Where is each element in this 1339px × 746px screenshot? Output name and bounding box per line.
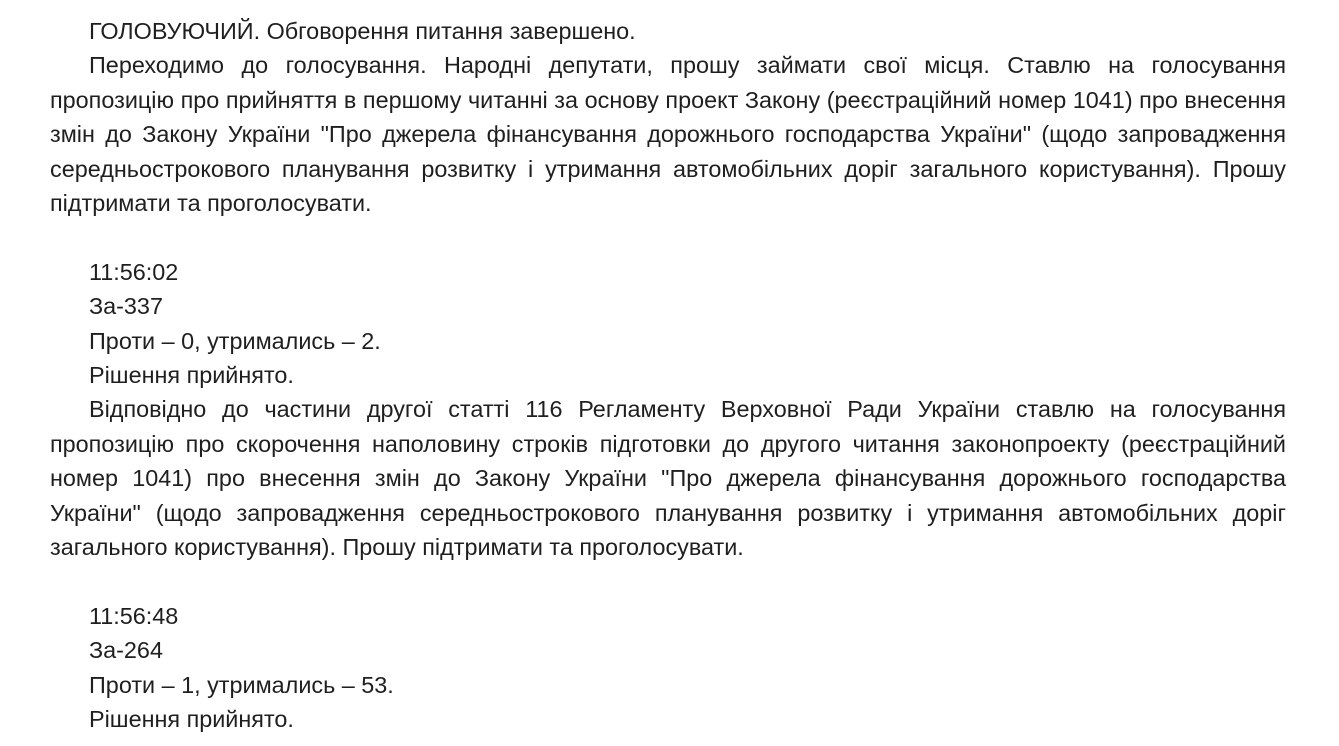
transcript-document bbox=[50, 14, 1286, 737]
vote-2-time: 11:56:48 bbox=[89, 602, 179, 629]
vote-2-against-abstained: Проти – 1, утримались – 53. bbox=[89, 671, 394, 698]
vote-2-for-count: За-264 bbox=[89, 637, 163, 664]
paragraph-spacer bbox=[50, 564, 1286, 598]
vote-2-decision: Рішення прийнято. bbox=[89, 706, 294, 733]
paragraph-spacer bbox=[50, 220, 1286, 254]
vote-2-proposal-paragraph: Відповідно до частини другої статті 116 Регламенту Верховної Ради України ставлю на голосування пропозицію про скорочення наполовину строків підготовки до другого читання законопроекту (реєстраційний номер 1041) про внесення змін до Закону України "Про джерела фінансування дорожнього господарства України" (щодо запровадження середньострокового планування розвитку і утримання автомобільних доріг загального користування). Прошу підтримати та проголосувати. bbox=[50, 396, 1286, 561]
chair-intro-paragraph: ГОЛОВУЮЧИЙ. Обговорення питання завершено. bbox=[89, 18, 636, 44]
vote-1-time: 11:56:02 bbox=[89, 258, 179, 285]
vote-1-for-count: За-337 bbox=[89, 293, 163, 320]
vote-1-proposal-paragraph: Переходимо до голосування. Народні депутати, прошу займати свої місця. Ставлю на голосування пропозицію про прийняття в першому читанні за основу проект Закону (реєстраційний номер 1041) про внесення змін до Закону України "Про джерела фінансування дорожнього господарства України" (щодо запровадження середньострокового планування розвитку і утримання автомобільних доріг загального користування). Прошу підтримати та проголосувати. bbox=[50, 52, 1286, 217]
vote-1-decision: Рішення прийнято. bbox=[89, 362, 294, 389]
vote-1-against-abstained: Проти – 0, утримались – 2. bbox=[89, 327, 381, 354]
